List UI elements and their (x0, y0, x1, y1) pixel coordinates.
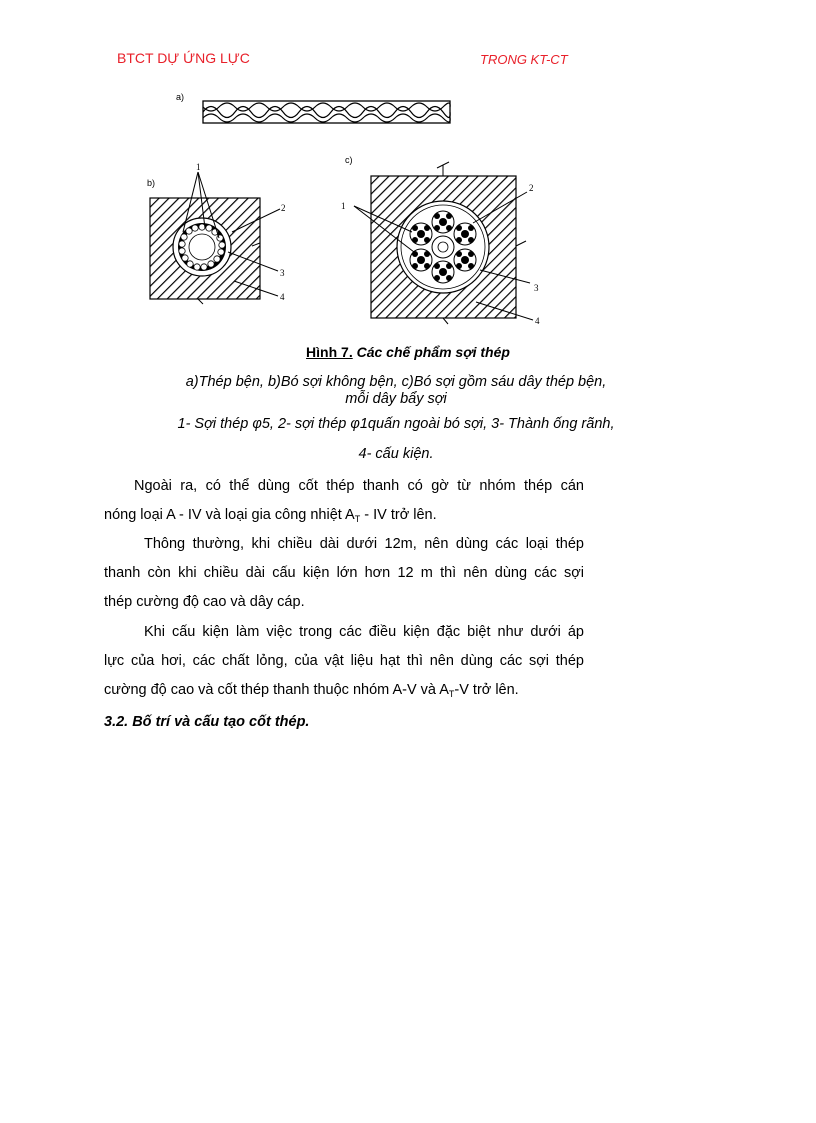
paragraph-2-line-3: thép cường độ cao và dây cáp. (104, 594, 305, 610)
paragraph-1 (104, 472, 584, 534)
callout-c-1: 1 (341, 201, 346, 211)
paragraph-3-line-3-b: -V trở lên. (454, 682, 519, 698)
legend-line-1: a)Thép bện, b)Bó sợi không bện, c)Bó sợi gồm sáu dây thép bện, (185, 374, 607, 390)
caption-label: Hình 7. (306, 344, 353, 360)
figure-caption (0, 344, 816, 360)
subscript-t: T (448, 689, 455, 699)
legend-line-3: 1- Sợi thép φ5, 2- sợi thép φ1quấn ngoài bó sợi, 3- Thành ống rãnh, (177, 416, 615, 432)
paragraph-2 (104, 530, 584, 617)
section-heading: 3.2. Bố trí và cấu tạo cốt thép. (104, 714, 310, 730)
paragraph-1-line-1: Ngoài ra, có thể dùng cốt thép thanh có gờ từ nhóm thép cán (134, 478, 584, 494)
untwisted-bundle (150, 162, 286, 304)
paragraph-2-line-2: thanh còn khi chiều dài cấu kiện lớn hơn 12 m thì nên dùng các sợi (104, 565, 584, 581)
six-wire-bundle (341, 162, 540, 326)
paragraph-1-line-2-b: - IV trở lên. (360, 507, 437, 523)
subscript-t: T (354, 514, 361, 524)
callout-c-3: 3 (534, 283, 539, 293)
paragraph-3-line-3-a: cường độ cao và cốt thép thanh thuộc nhóm A-V và A (104, 682, 449, 698)
header-right: TRONG KT-CT (480, 52, 568, 67)
paragraph-3-line-1: Khi cấu kiện làm việc trong các điều kiện đặc biệt như dưới áp (144, 624, 584, 640)
twisted-strand (203, 101, 450, 123)
paragraph-2-line-1: Thông thường, khi chiều dài dưới 12m, nên dùng các loại thép (144, 536, 584, 552)
label-c: c) (345, 155, 353, 165)
caption-title: Các chế phẩm sợi thép (356, 344, 510, 360)
paragraph-3-line-3 (104, 676, 584, 709)
label-b: b) (147, 178, 156, 188)
paragraph-3 (104, 618, 584, 709)
callout-b-4: 4 (280, 292, 285, 302)
paragraph-1-line-2-a: nóng loại A - IV và loại gia công nhiệt A (104, 507, 355, 523)
callout-b-3: 3 (280, 268, 285, 278)
header-left: BTCT DỰ ỨNG LỰC (117, 50, 250, 66)
callout-b-2: 2 (281, 203, 286, 213)
steel-products-figure (0, 0, 816, 345)
legend-line-4: 4- cấu kiện. (358, 446, 434, 462)
callout-c-4: 4 (535, 316, 540, 326)
callout-b-1: 1 (196, 162, 201, 172)
label-a: a) (176, 92, 185, 102)
callout-c-2: 2 (529, 183, 534, 193)
legend-line-2: mỗi dây bẩy sợi (345, 391, 447, 407)
paragraph-3-line-2: lực của hơi, các chất lỏng, của vật liệu hạt thì nên dùng các sợi thép (104, 653, 584, 669)
